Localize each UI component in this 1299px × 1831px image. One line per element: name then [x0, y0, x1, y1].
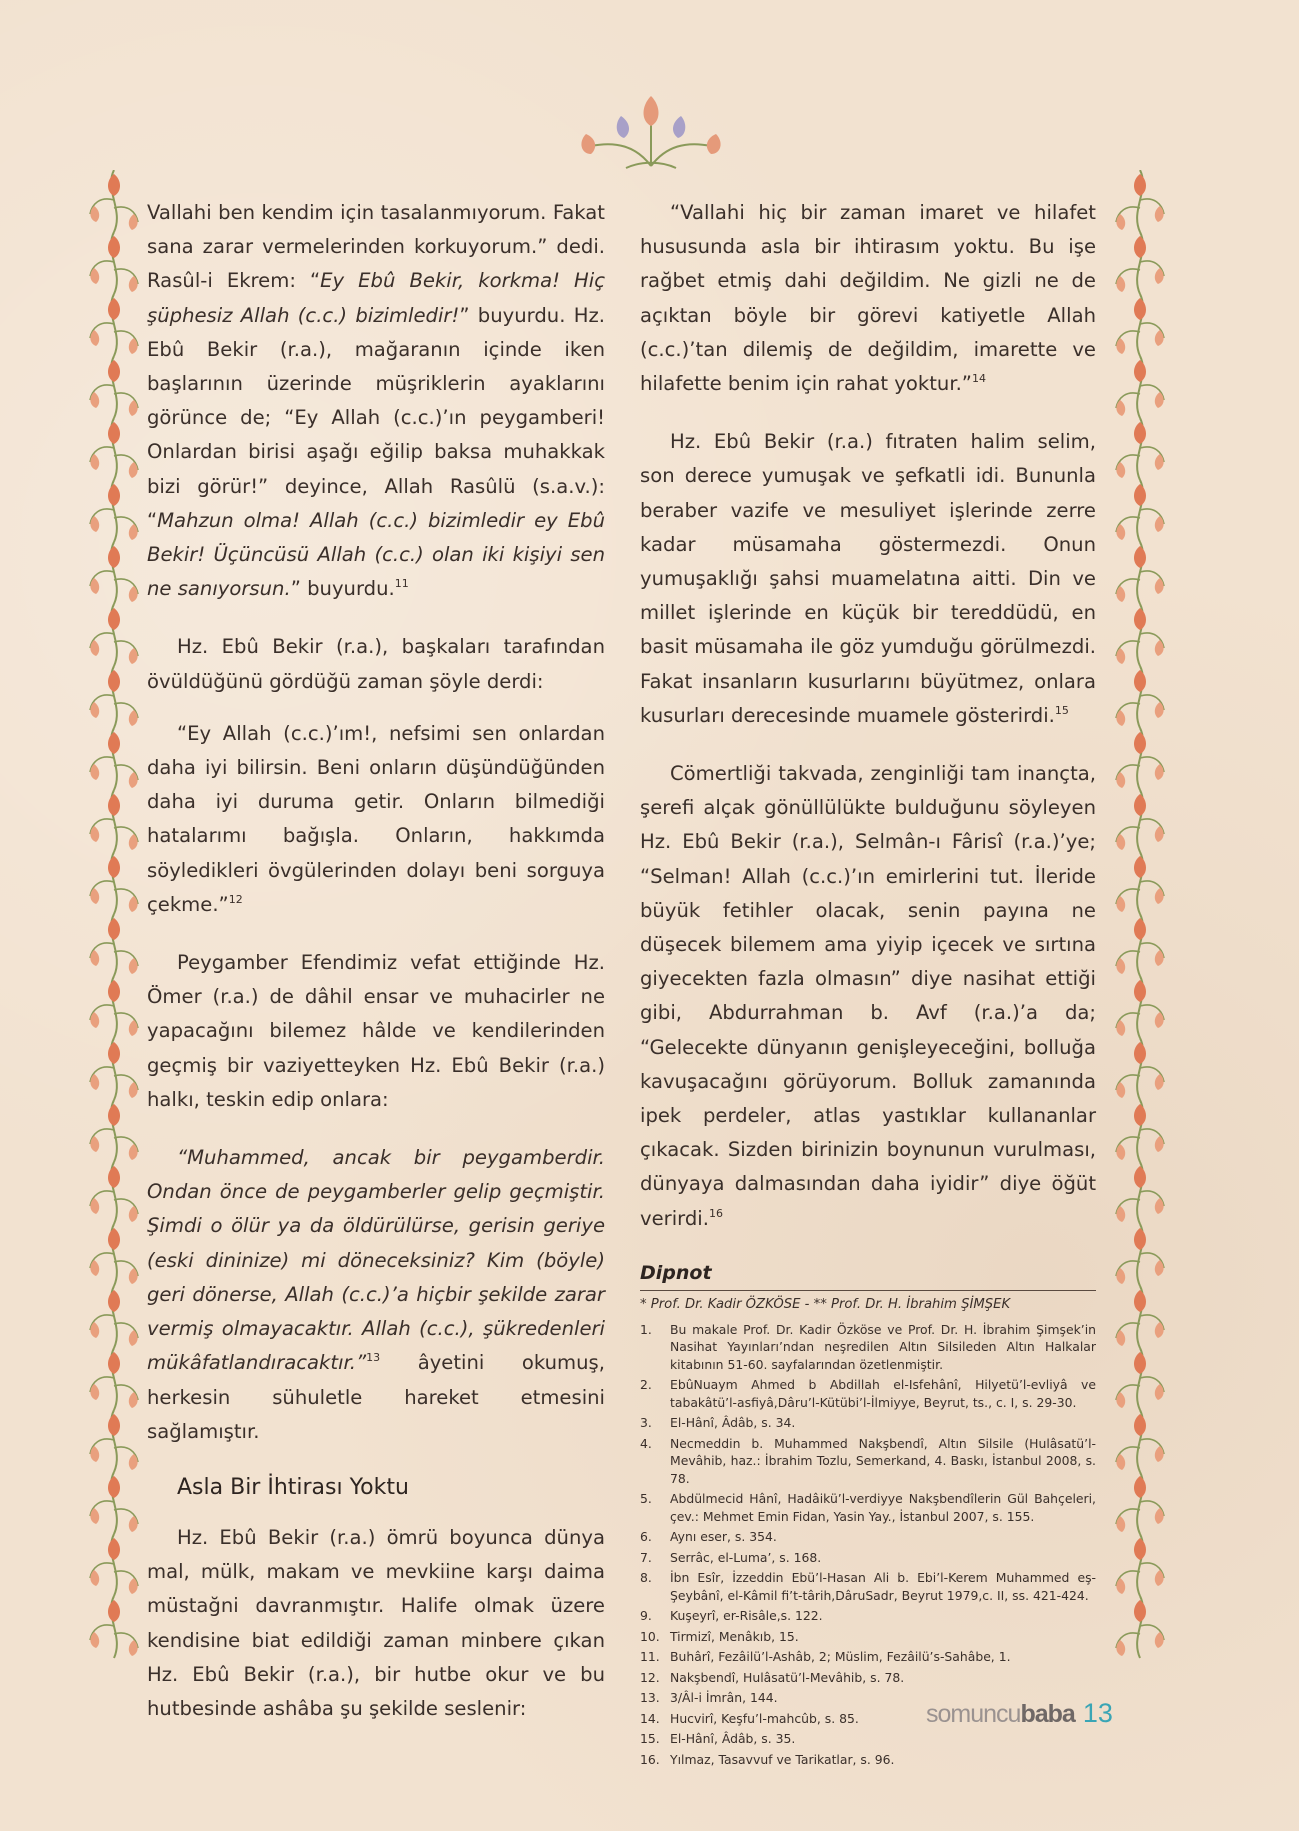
footnote-ref: 16 [708, 1206, 723, 1220]
paragraph: Hz. Ebû Bekir (r.a.) ömrü boyunca dünya mal, mülk, makam ve mevkiine karşı daima müstağni davranmıştır. Halife olmak üzere kendisine biat edildiği zaman minbere çıkan Hz. Ebû Bekir (r.a.), bir hutbe okur ve bu hutbesinde ashâba şu şekilde seslenir: [147, 1525, 605, 1720]
footnote-ref: 12 [228, 892, 243, 906]
footnote-item [640, 1569, 1096, 1604]
verse-paragraph: “Muhammed, ancak bir peygamberdir. Ondan önce de peygamberler gelip geçmiştir. Şimdi o ölür ya da öldürülürse, gerisin geriye (eski dininize) mi döneceksiniz? Kim (böyle) geri dönerse, Allah (c.c.)’a hiçbir şekilde zarar vermiş olmayacaktır. Allah (c.c.), şükredenleri mükâfatlandıracaktır.”$^{13}$ âyetini okumuş, herkesin sühuletle hareket etmesini sağlamıştır. [147, 1146, 605, 1443]
footnote-text: Aynı eser, s. 354. [670, 1529, 777, 1545]
footnote-number: 1. [640, 1321, 652, 1337]
footnote-number: 15. [640, 1731, 660, 1747]
footnote-text: El-Hânî, Âdâb, s. 34. [670, 1415, 796, 1431]
footnote-item [640, 1490, 1096, 1525]
footnote-ref: 14 [971, 372, 986, 386]
footnote-text: 3/Âl-i İmrân, 144. [670, 1690, 778, 1706]
footnote-text: Abdülmecid Hânî, Hadâikü’l-verdiyye Nakşbendîlerin Gül Bahçeleri, çev.: Mehmet Emin Fidan, Yasin Yay., İstanbul 2007, s. 155. [670, 1491, 1096, 1524]
quote-paragraph: “Vallahi hiç bir zaman imaret ve hilafet hususunda asla bir ihtirasım yoktu. Bu işe rağbet etmiş dahi değildim. Ne gizli ne de açıktan böyle bir görevi katiyetle Allah (c.c.)’tan dilemiş de değildim, imarette ve hilafette benim için rahat yoktur.”$^{14}$ [640, 201, 1096, 396]
footnote-item [640, 1648, 1096, 1666]
page-footer [926, 1698, 1113, 1734]
footnote-text: Hucvirî, Keşfu’l-mahcûb, s. 85. [670, 1710, 859, 1726]
left-column [147, 196, 605, 1750]
footnote-item [640, 1414, 1096, 1432]
tulip-ornament-icon [546, 86, 756, 176]
footnote-item [640, 1628, 1096, 1646]
footnote-item [640, 1376, 1096, 1411]
footnote-ref: 15 [1054, 703, 1069, 717]
footnote-ref: 13 [366, 1351, 381, 1365]
footnote-number: 12. [640, 1669, 660, 1685]
footnote-text: EbûNuaym Ahmed b Abdillah el-Isfehânî, Hilyetü’l-evliyâ ve tabakâtü’l-asfiyâ,Dâru’l-Kütübi’l-İlmiyye, Beyrut, ts., c. I, s. 29-30. [670, 1377, 1096, 1410]
footnote-number: 10. [640, 1628, 660, 1644]
footnote-text: Yılmaz, Tasavvuf ve Tarikatlar, s. 96. [670, 1751, 895, 1767]
footnote-number: 16. [640, 1751, 660, 1767]
footnote-text: Buhârî, Fezâilü’l-Ashâb, 2; Müslim, Fezâilü’s-Sahâbe, 1. [670, 1649, 1011, 1665]
footnote-item [640, 1321, 1096, 1374]
footnote-number: 6. [640, 1529, 652, 1545]
footnote-item [640, 1528, 1096, 1546]
footnote-number: 9. [640, 1608, 652, 1624]
footnote-item [640, 1549, 1096, 1567]
footnote-number: 11. [640, 1649, 660, 1665]
footnote-text: El-Hânî, Âdâb, s. 35. [670, 1731, 796, 1747]
footnote-number: 7. [640, 1549, 652, 1565]
footnote-text: Nakşbendî, Hulâsatü’l-Mevâhib, s. 78. [670, 1669, 905, 1685]
footnotes-section [640, 1260, 1096, 1769]
footnote-number: 4. [640, 1435, 652, 1451]
paragraph: Peygamber Efendimiz vefat ettiğinde Hz. Ömer (r.a.) de dâhil ensar ve muhacirler ne yapacağını bilemez hâlde ve kendilerinden geçmiş bir vaziyetteyken Hz. Ebû Bekir (r.a.) halkı, teskin edip onlara: [147, 951, 605, 1111]
footnote-number: 13. [640, 1690, 660, 1706]
footnote-text: Bu makale Prof. Dr. Kadir Özköse ve Prof. Dr. H. İbrahim Şimşek’in Nasihat Yayınları’ndan neşredilen Altın Silsileden Altın Halkalar kitabının 51-60. sayfalarından özetlenmiştir. [670, 1321, 1096, 1372]
footnote-text: Necmeddin b. Muhammed Nakşbendî, Altın Silsile (Hulâsatü’l-Mevâhib, haz.: İbrahim Tozlu, Semerkand, 4. Baskı, İstanbul 2008, s. 78. [670, 1435, 1096, 1486]
footnote-item [640, 1435, 1096, 1488]
footnote-item [640, 1751, 1096, 1769]
right-column [640, 196, 1096, 1771]
page-number: 13 [1082, 1698, 1113, 1728]
tulip-border-icon [1112, 170, 1168, 1660]
paragraph: Vallahi ben kendim için tasalanmıyorum. Fakat sana zarar vermelerinden korkuyorum.” dedi. Rasûl-i Ekrem: “Ey Ebû Bekir, korkma! Hiç şüphesiz Allah (c.c.) bizimledir!” buyurdu. Hz. Ebû Bekir (r.a.), mağaranın içinde iken başlarının üzerinde müşriklerin ayaklarını görünce de; “Ey Allah (c.c.)’ın peygamberi! Onlardan birisi aşağı eğilip baksa muhakkak bizi görür!” deyince, Allah Rasûlü (s.a.v.): “Mahzun olma! Allah (c.c.) bizimledir ey Ebû Bekir! Üçüncüsü Allah (c.c.) olan iki kişiyi sen ne sanıyorsun.” buyurdu.$^{11}$ [147, 201, 605, 601]
magazine-logo: somuncubaba [926, 1700, 1075, 1728]
quote-paragraph: “Ey Allah (c.c.)’ım!, nefsimi sen onlardan daha iyi bilirsin. Beni onların düşündüğünden daha iyi duruma getir. Onların bilmediği hatalarımı bağışla. Onların, hakkımda söyledikleri övgülerinden dolayı beni sorguya çekme.”$^{12}$ [147, 721, 605, 916]
footnote-text: Tirmizî, Menâkıb, 15. [670, 1628, 799, 1644]
paragraph: Hz. Ebû Bekir (r.a.), başkaları tarafından övüldüğünü gördüğü zaman şöyle derdi: [147, 635, 605, 693]
footnote-text: Kuşeyrî, er-Risâle,s. 122. [670, 1608, 823, 1624]
footnote-item [640, 1669, 1096, 1687]
floral-border-right [1112, 170, 1168, 1660]
footnote-number: 8. [640, 1570, 652, 1586]
footnote-number: 3. [640, 1415, 652, 1431]
footnote-item [640, 1607, 1096, 1625]
footnotes-divider [640, 1290, 1096, 1291]
footnote-text: Serrâc, el-Luma’, s. 168. [670, 1549, 822, 1565]
footnotes-authors: * Prof. Dr. Kadir ÖZKÖSE - ** Prof. Dr. H. İbrahim ŞİMŞEK [640, 1296, 1011, 1312]
footnote-text: İbn Esîr, İzzeddin Ebü’l-Hasan Ali b. Ebi’l-Kerem Muhammed eş-Şeybânî, el-Kâmil fi’t-târih,DâruSadr, Beyrut 1979,c. II, ss. 421-424. [670, 1570, 1096, 1603]
tulip-border-icon [86, 170, 142, 1660]
footnote-number: 5. [640, 1491, 652, 1507]
footnote-number: 2. [640, 1377, 652, 1393]
footnotes-title: Dipnot [640, 1261, 712, 1284]
section-subheading: Asla Bir İhtirası Yoktu [177, 1474, 409, 1500]
paragraph: Cömertliği takvada, zenginliği tam inançta, şerefi alçak gönüllülükte bulduğunu söyleyen Hz. Ebû Bekir (r.a.), Selmân-ı Fârisî (r.a.)’ye; “Selman! Allah (c.c.)’ın emirlerini tut. İleride büyük fetihler olacak, senin payına ne düşecek bilemem ama yiyip içecek ve sırtına giyecekten fazla olmasın” diye nasihat ettiği gibi, Abdurrahman b. Avf (r.a.)’a da; “Gelecekte dünyanın genişleyeceğini, bolluğa kavuşacağını görüyorum. Bolluk zamanında ipek perdeler, atlas yastıklar kullananlar çıkacak. Sizden birinizin boynunun vurulması, dünyaya dalmasından daha iyidir” diye öğüt verirdi.$^{16}$ [640, 762, 1096, 1230]
footnote-ref: 11 [394, 577, 409, 591]
footnote-number: 14. [640, 1710, 660, 1726]
paragraph: Hz. Ebû Bekir (r.a.) fıtraten halim selim, son derece yumuşak ve şefkatli idi. Bununla beraber vazife ve mesuliyet işlerinde zerre kadar müsamaha göstermezdi. Onun yumuşaklığı şahsi muamelatına aitti. Din ve millet işlerinde en küçük bir tereddüdü, en basit müsamaha ile göz yumduğu görülmezdi. Fakat insanların kusurlarını büyütmez, onlara kusurları derecesinde muamele gösterirdi.$^{15}$ [640, 430, 1096, 727]
floral-border-left [86, 170, 142, 1660]
